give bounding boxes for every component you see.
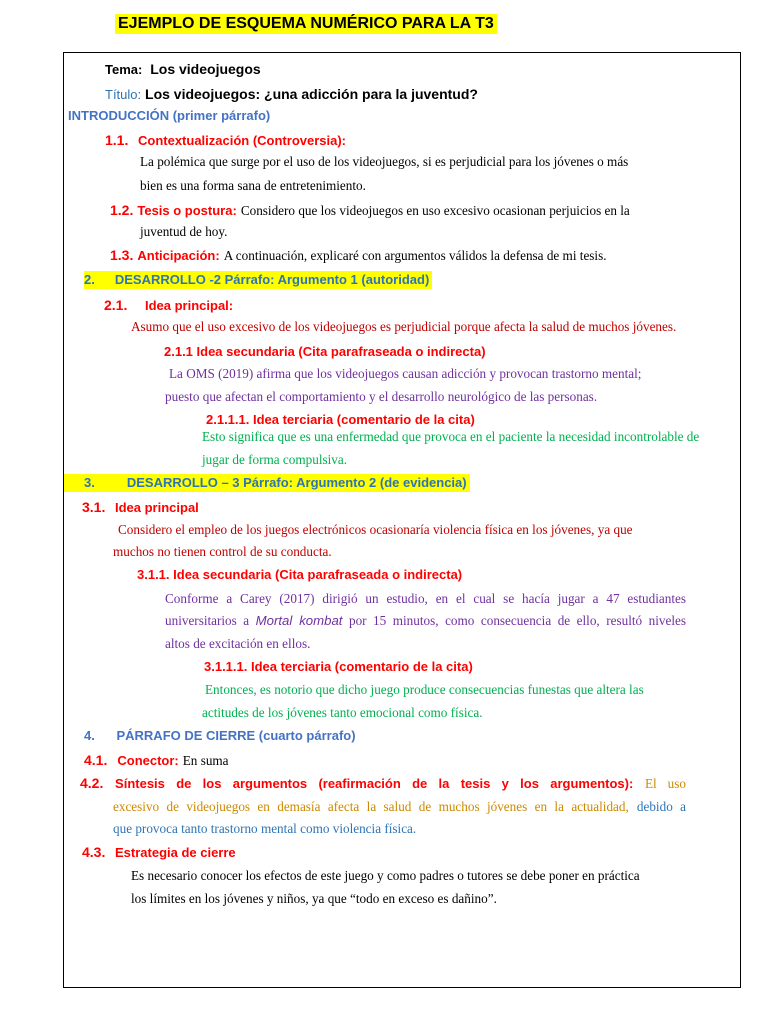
s2-1-heading <box>104 296 233 315</box>
s3-heading <box>64 474 470 492</box>
s1-2-line2: juventud de hoy. <box>140 224 228 239</box>
s3-1-1-line3: altos de excitación en ellos. <box>165 636 311 651</box>
titulo-row <box>105 85 478 104</box>
s2-1-1-line2: puesto que afectan el comportamiento y el desarrollo neurológico de las personas. <box>165 389 598 404</box>
s3-1-1-line1: Conforme a Carey (2017) dirigió un estudio, en el cual se hacía jugar a 47 estudiantes <box>165 591 686 606</box>
s4-title: PÁRRAFO DE CIERRE (cuarto párrafo) <box>116 728 356 743</box>
s1-3-line <box>110 246 607 265</box>
s4-num: 4. <box>84 728 95 743</box>
s2-1-1-heading: 2.1.1 Idea secundaria (Cita parafraseada o indirecta) <box>164 344 486 359</box>
s3-1-label: Idea principal <box>114 500 199 515</box>
s3-1-line2: muchos no tienen control de su conducta. <box>113 544 332 559</box>
s2-title: DESARROLLO -2 Párrafo: Argumento 1 (autoridad) <box>114 272 430 287</box>
tema-label: Tema: <box>105 62 143 77</box>
s1-1-heading <box>105 131 346 150</box>
s4-2-label: Síntesis de los argumentos (reafirmación de la tesis y los argumentos): <box>115 776 634 791</box>
mortal-kombat-title: Mortal kombat <box>255 613 343 628</box>
s2-heading-highlight <box>84 271 432 289</box>
tema-row <box>105 60 261 79</box>
s4-2-l2a: excesivo de videojuegos en demasía afecta la salud de muchos jóvenes en la actualidad, <box>113 799 629 814</box>
s2-1-num: 2.1. <box>104 297 128 313</box>
s1-2-line1 <box>110 201 630 220</box>
s4-3-heading <box>82 843 236 862</box>
s3-1-1-1-heading: 3.1.1.1. Idea terciaria (comentario de la cita) <box>204 659 473 674</box>
s3-1-1-1-line1: Entonces, es notorio que dicho juego produce consecuencias funestas que altera las <box>205 682 644 697</box>
s2-1-label: Idea principal: <box>144 298 234 313</box>
s3-1-1-line2-c: por 15 minutos, como consecuencia de ello, resultó niveles <box>348 613 686 628</box>
s4-2-line1 <box>80 774 686 793</box>
s1-1-num: 1.1. <box>105 132 129 148</box>
s2-num: 2. <box>84 272 95 287</box>
s4-1-text: En suma <box>182 753 229 768</box>
s4-heading <box>84 727 356 745</box>
s3-1-1-line2-a: universitarios a <box>165 613 250 628</box>
s4-1-line <box>84 751 229 770</box>
s1-2-text: Considero que los videojuegos en uso excesivo ocasionan perjuicios en la <box>240 203 630 218</box>
s3-num: 3. <box>84 475 95 490</box>
s2-1-1-1-line2: jugar de forma compulsiva. <box>202 452 348 467</box>
s4-2-num: 4.2. <box>80 775 104 791</box>
s4-2-l2b: debido a <box>636 799 687 814</box>
titulo-label: Título: <box>105 87 142 102</box>
s4-3-num: 4.3. <box>82 844 106 860</box>
s2-1-1-1-line1: Esto significa que es una enfermedad que provoca en el paciente la necesidad incontrolable de <box>202 429 700 444</box>
s2-1-1-1-heading: 2.1.1.1. Idea terciaria (comentario de la cita) <box>206 412 475 427</box>
s3-1-heading <box>82 498 199 517</box>
s3-1-line1: Considero el empleo de los juegos electrónicos ocasionaría violencia física en los jóvenes, ya que <box>118 522 633 537</box>
intro-heading: INTRODUCCIÓN (primer párrafo) <box>68 108 271 123</box>
s4-3-line1: Es necesario conocer los efectos de este juego y como padres o tutores se debe poner en práctica <box>131 868 640 883</box>
s1-2-label: Tesis o postura: <box>137 203 237 218</box>
s1-2-num: 1.2. <box>110 202 134 218</box>
s1-1-label: Contextualización (Controversia): <box>137 133 347 148</box>
s4-3-label: Estrategia de cierre <box>114 845 236 860</box>
s4-2-line3: que provoca tanto trastorno mental como violencia física. <box>113 821 417 836</box>
s3-1-1-1-line2: actitudes de los jóvenes tanto emocional como física. <box>202 705 483 720</box>
s3-heading-highlight <box>64 474 470 492</box>
s4-1-num: 4.1. <box>84 752 108 768</box>
titulo-value: Los videojuegos: ¿una adicción para la juventud? <box>145 86 478 102</box>
s1-3-text: A continuación, explicaré con argumentos válidos la defensa de mi tesis. <box>223 248 607 263</box>
s4-1-label: Conector: <box>117 753 179 768</box>
s4-2-line2 <box>113 798 686 816</box>
s1-1-line2: bien es una forma sana de entretenimiento. <box>140 178 366 193</box>
s1-1-line1: La polémica que surge por el uso de los videojuegos, si es perjudicial para los jóvenes o más <box>140 154 629 169</box>
s3-1-num: 3.1. <box>82 499 106 515</box>
s4-2-l1: El uso <box>644 776 687 791</box>
page-title: EJEMPLO DE ESQUEMA NUMÉRICO PARA LA T3 <box>115 14 497 34</box>
s2-1-text: Asumo que el uso excesivo de los videojuegos es perjudicial porque afecta la salud de muchos jóvenes. <box>131 319 677 334</box>
s3-1-1-line2 <box>165 612 686 630</box>
tema-value: Los videojuegos <box>150 61 261 77</box>
s1-3-label: Anticipación: <box>137 248 220 263</box>
s4-3-line2: los límites en los jóvenes y niños, ya que “todo en exceso es dañino”. <box>131 891 497 906</box>
s3-title: DESARROLLO – 3 Párrafo: Argumento 2 (de evidencia) <box>126 475 467 490</box>
s2-heading <box>84 271 432 289</box>
s2-1-1-line1: La OMS (2019) afirma que los videojuegos causan adicción y provocan trastorno mental; <box>169 366 642 381</box>
s3-1-1-heading: 3.1.1. Idea secundaria (Cita parafraseada o indirecta) <box>137 567 463 582</box>
s1-3-num: 1.3. <box>110 247 134 263</box>
